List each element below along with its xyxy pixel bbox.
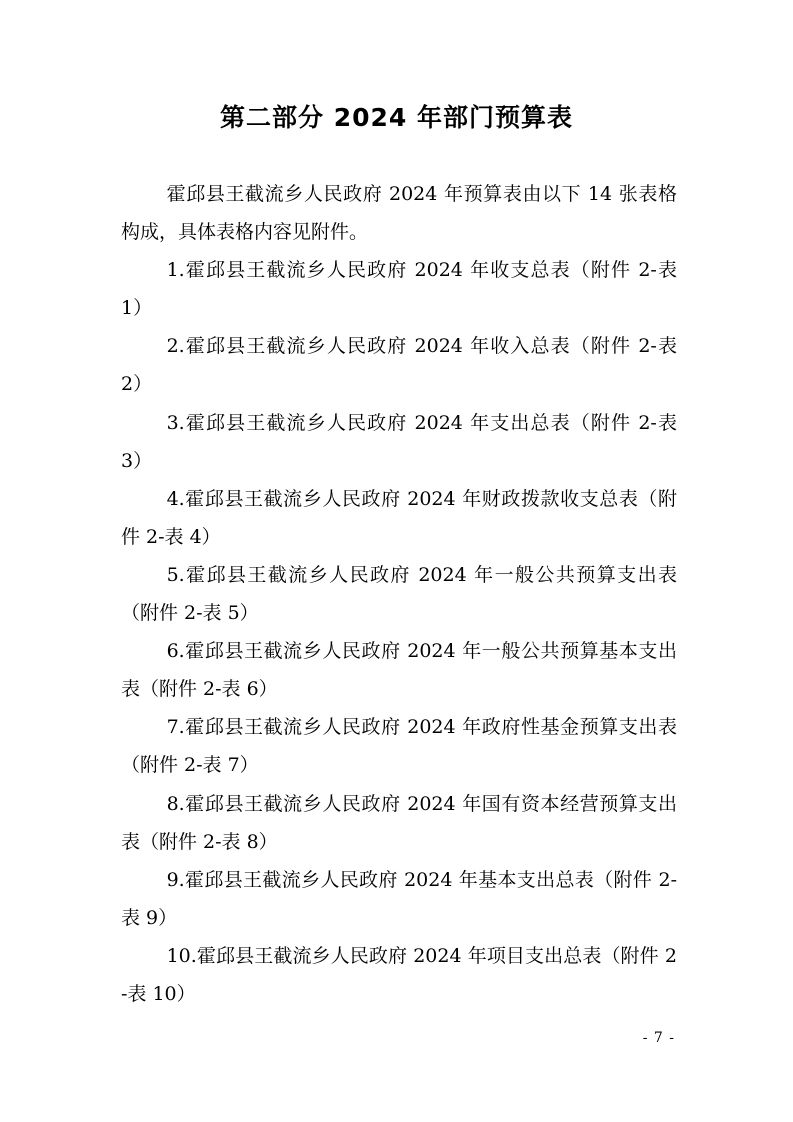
list-item: 9.霍邱县王截流乡人民政府 2024 年基本支出总表（附件 2-表 9）	[121, 868, 677, 929]
page-number: - 7 -	[642, 1030, 675, 1046]
list-item: 1.霍邱县王截流乡人民政府 2024 年收支总表（附件 2-表 1）	[121, 259, 677, 320]
list-item: 10.霍邱县王截流乡人民政府 2024 年项目支出总表（附件 2-表 10）	[121, 944, 677, 1005]
list-item: 8.霍邱县王截流乡人民政府 2024 年国有资本经营预算支出表（附件 2-表 8）	[121, 792, 677, 853]
list-item: 4.霍邱县王截流乡人民政府 2024 年财政拨款收支总表（附件 2-表 4）	[121, 487, 677, 548]
list-item: 5.霍邱县王截流乡人民政府 2024 年一般公共预算支出表（附件 2-表 5）	[121, 563, 677, 625]
intro-paragraph: 霍邱县王截流乡人民政府 2024 年预算表由以下 14 张表格构成，具体表格内容见附件。	[121, 183, 677, 244]
list-item: 6.霍邱县王截流乡人民政府 2024 年一般公共预算基本支出表（附件 2-表 6）	[121, 640, 677, 701]
list-item: 3.霍邱县王截流乡人民政府 2024 年支出总表（附件 2-表 3）	[121, 411, 677, 472]
list-item: 2.霍邱县王截流乡人民政府 2024 年收入总表（附件 2-表 2）	[121, 335, 677, 396]
page-title: 第二部分 2024 年部门预算表	[220, 103, 573, 132]
list-item: 7.霍邱县王截流乡人民政府 2024 年政府性基金预算支出表（附件 2-表 7）	[121, 716, 677, 777]
document-body	[121, 175, 677, 1013]
